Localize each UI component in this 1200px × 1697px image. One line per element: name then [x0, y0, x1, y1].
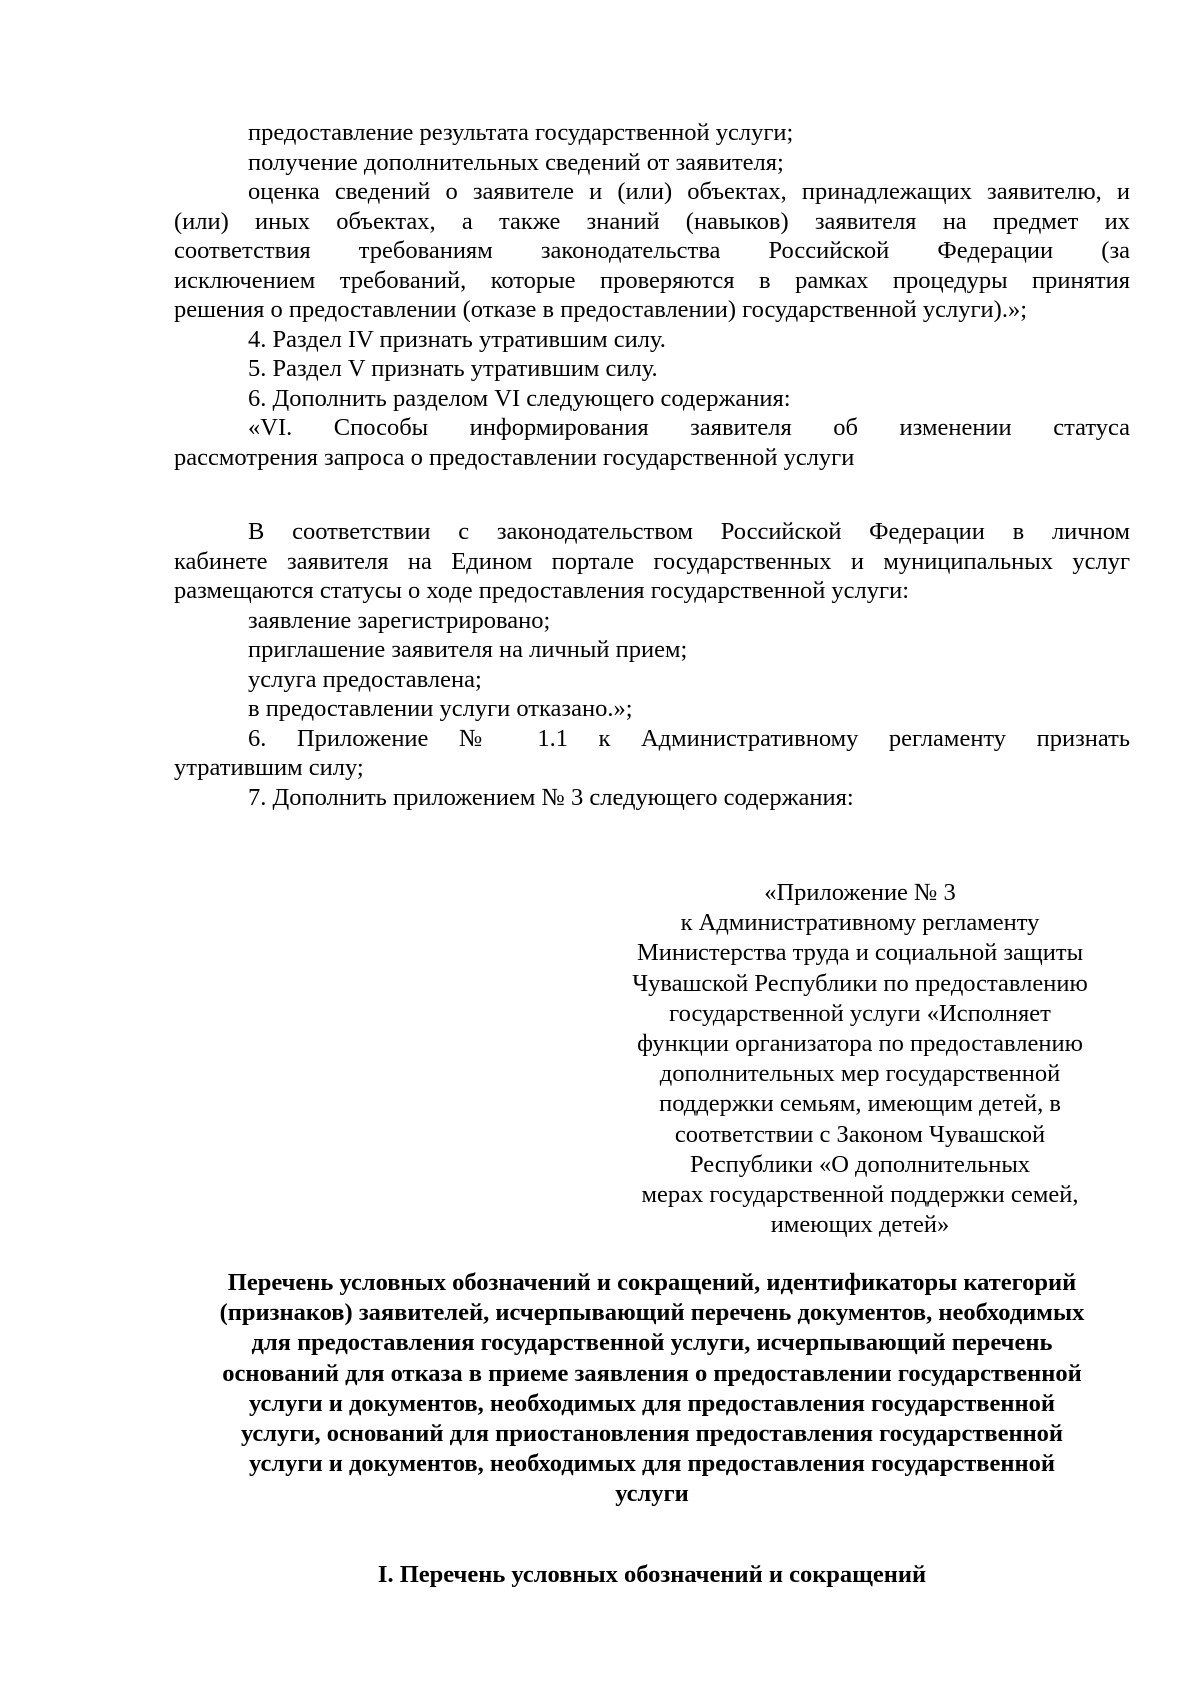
text-line: исключением требований, которые проверяются в рамках процедуры принятия: [174, 266, 1130, 294]
text-line: соответствия требованиям законодательства Российской Федерации (за: [174, 237, 1130, 264]
text-line: рассмотрения запроса о предоставлении государственной услуги: [174, 443, 855, 471]
text-line: размещаются статусы о ходе предоставления государственной услуги:: [174, 577, 909, 604]
body-text-block-2: [174, 517, 1130, 812]
appendix-line: функции организатора по предоставлению: [637, 1030, 1083, 1058]
title-line: Перечень условных обозначений и сокращений, идентификаторы категорий: [227, 1269, 1077, 1296]
text-line: оценка сведений о заявителе и (или) объектах, принадлежащих заявителю, и: [248, 178, 1130, 205]
appendix-header: [590, 878, 1130, 1240]
appendix-line: «Приложение № 3: [764, 879, 956, 906]
text-line: 5. Раздел V признать утратившим силу.: [248, 355, 658, 382]
text-line: утратившим силу;: [174, 754, 364, 781]
appendix-line: Министерства труда и социальной защиты: [636, 939, 1084, 967]
title-line: услуги и документов, необходимых для предоставления государственной: [249, 1450, 1055, 1478]
appendix-line: поддержки семьям, имеющим детей, в: [659, 1090, 1061, 1118]
text-line: 6. Приложение № 1.1 к Административному регламенту признать: [248, 724, 1130, 752]
appendix-line: государственной услуги «Исполняет: [669, 999, 1051, 1027]
body-text-block-1: [174, 118, 1130, 472]
text-line: решения о предоставлении (отказе в предоставлении) государственной услуги).»;: [174, 296, 1028, 323]
text-line: предоставление результата государственной услуги;: [248, 119, 794, 146]
text-line: 4. Раздел IV признать утратившим силу.: [248, 325, 666, 353]
appendix-line: дополнительных мер государственной: [659, 1060, 1061, 1088]
section-heading: I. Перечень условных обозначений и сокращений: [377, 1561, 927, 1588]
appendix-line: соответствии с Законом Чувашской: [674, 1120, 1046, 1148]
text-line: услуга предоставлена;: [248, 665, 482, 693]
document-title: [174, 1268, 1130, 1510]
text-line: В соответствии с законодательством Российской Федерации в личном: [248, 518, 1130, 545]
title-line: (признаков) заявителей, исчерпывающий перечень документов, необходимых: [219, 1299, 1085, 1327]
appendix-line: имеющих детей»: [770, 1211, 950, 1239]
text-line: кабинете заявителя на Едином портале государственных и муниципальных услуг: [174, 547, 1130, 575]
appendix-line: к Административному регламенту: [680, 909, 1040, 937]
title-line: оснований для отказа в приеме заявления о предоставлении государственной: [222, 1359, 1082, 1387]
title-line: услуги: [615, 1480, 689, 1508]
appendix-line: Чувашской Республики по предоставлению: [632, 969, 1088, 997]
text-line: 7. Дополнить приложением № 3 следующего содержания:: [248, 783, 854, 811]
title-line: услуги, оснований для приостановления предоставления государственной: [240, 1420, 1064, 1448]
text-line: (или) иных объектах, а также знаний (навыков) заявителя на предмет их: [174, 207, 1130, 235]
text-line: заявление зарегистрировано;: [248, 606, 551, 634]
text-line: приглашение заявителя на личный прием;: [248, 636, 688, 663]
text-line: в предоставлении услуги отказано.»;: [248, 695, 633, 722]
appendix-line: мерах государственной поддержки семей,: [641, 1181, 1079, 1209]
title-line: для предоставления государственной услуги, исчерпывающий перечень: [251, 1329, 1053, 1357]
text-line: получение дополнительных сведений от заявителя;: [248, 148, 784, 176]
text-line: 6. Дополнить разделом VI следующего содержания:: [248, 384, 791, 412]
text-line: «VI. Способы информирования заявителя об изменении статуса: [248, 414, 1130, 441]
appendix-line: Республики «О дополнительных: [689, 1150, 1031, 1178]
title-line: услуги и документов, необходимых для предоставления государственной: [249, 1389, 1055, 1417]
